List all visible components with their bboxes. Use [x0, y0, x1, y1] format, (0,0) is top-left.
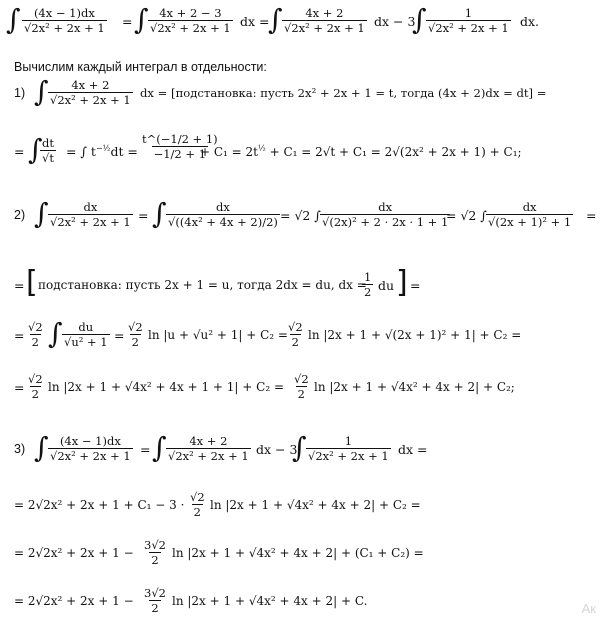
fraction-eq1: $\frac{4x + 2 - 3}{\text{√2x² + 2x + 1}}$ [150, 6, 231, 35]
integral-sign: ∫ [28, 133, 43, 166]
sqrt2-over-2: $\frac{√2}{2}$ [190, 490, 205, 519]
integral-sign: ∫ [268, 3, 283, 36]
part2-mid3: $\frac{dx}{\text{√(2x + 1)² + 1}}$ [488, 200, 572, 229]
part1-dt-frac: $\frac{dt}{√t}$ [42, 136, 54, 165]
part3-frac1: $\frac{(4x - 1)dx}{\text{√2x² + 2x + 1}}$ [50, 434, 131, 463]
fraction-eq3: $\frac{1}{\text{√2x² + 2x + 1}}$ [428, 6, 509, 35]
subst-half: $\frac{1}{2}$ [364, 270, 372, 299]
part1-fraction: $\frac{4x + 2}{\text{√2x² + 2x + 1}}$ [50, 78, 131, 107]
du-frac: $\frac{du}{\text{√u² + 1}}$ [64, 320, 108, 349]
part3-line1: 3) ∫ $\frac{(4x - 1)dx}{\text{√2x² + 2x + 1}}$ = ∫ $\frac{4x + 2}{\text{√2x² + 2x + 1}}$ dx − 3 ∫ $\frac{1}{\text{√2x² + 2x + 1}}$ dx = [14, 431, 428, 464]
integral-sign: ∫ [152, 197, 167, 230]
integral-sign: ∫ [152, 431, 167, 464]
sqrt2-over-2: $\frac{√2}{2}$ [294, 372, 309, 401]
fraction-eq2: $\frac{4x + 2}{\text{√2x² + 2x + 1}}$ [284, 6, 365, 35]
part3-line2: = 2√2x² + 2x + 1 + C₁ − 3 · $\frac{√2}{2}$ ln |2x + 1 + √4x² + 4x + 2| + C₂ = [14, 490, 421, 519]
part2-line1: 2) ∫ $\frac{dx}{\text{√2x² + 2x + 1}}$ = ∫ $\frac{dx}{\text{√((4x² + 4x + 2)/2)}}$ = √2 ∫ $\frac{dx}{\text{√(2x)² + 2 · 2x · 1 + 1}}$ = √2 ∫ $\frac{dx}{\text{√(2x + 1)² + 1}}$ = [14, 197, 597, 230]
part3-frac2: $\frac{4x + 2}{\text{√2x² + 2x + 1}}$ [168, 434, 249, 463]
part3-line3: = 2√2x² + 2x + 1 − $\frac{3√2}{2}$ ln |2x + 1 + √4x² + 4x + 2| + (C₁ + C₂) = [14, 538, 424, 567]
header-equation: ∫ $\frac{(4x - 1)dx}{\text{√2x² + 2x + 1}}$ = ∫ $\frac{4x + 2 - 3}{\text{√2x² + 2x + 1}}$ dx = ∫ $\frac{4x + 2}{\text{√2x² + 2x + 1}}$ dx − 3 ∫ $\frac{1}{\text{√2x² + 2x + 1}}$ dx. [6, 3, 540, 36]
three-sqrt2-over-2: $\frac{3√2}{2}$ [144, 538, 166, 567]
integral-sign: ∫ [6, 3, 21, 36]
integral-sign: ∫ [34, 75, 49, 108]
sqrt2-over-2: $\frac{√2}{2}$ [288, 320, 303, 349]
part1-power-frac: $\frac{t\^{}(-1/2 + 1)}{-1/2 + 1}$ [142, 132, 218, 161]
part2-fraction: $\frac{dx}{\text{√2x² + 2x + 1}}$ [50, 200, 131, 229]
watermark: Ак [581, 601, 596, 616]
integral-sign: ∫ [292, 431, 307, 464]
part2-mid2: $\frac{dx}{\text{√(2x)² + 2 · 2x · 1 + 1}}$ [322, 200, 449, 229]
sqrt2-over-2: $\frac{√2}{2}$ [28, 372, 43, 401]
part3-line4: = 2√2x² + 2x + 1 − $\frac{3√2}{2}$ ln |2x + 1 + √4x² + 4x + 2| + C. [14, 586, 368, 615]
part2-line4: = $\frac{√2}{2}$ ln |2x + 1 + √4x² + 4x + 1 + 1| + C₂ = $\frac{√2}{2}$ ln |2x + 1 + √4x² + 4x + 2| + C₂; [14, 372, 515, 401]
integral-sign: ∫ [34, 431, 49, 464]
left-bracket: [ [26, 265, 38, 300]
integral-sign: ∫ [34, 197, 49, 230]
intro-text: Вычислим каждый интеграл в отдельности: [14, 60, 267, 74]
part1-line2: = ∫ $\frac{dt}{√t}$ = ∫ $t^{-\frac{1}{2}}dt$ = $\frac{t\^{}(-1/2 + 1)}{-1/2 + 1}$ + $C_1 = 2t^{\frac{1}{2}} + C_1 = 2√t + C_1 = 2√(2x^2 + 2x + 1) + C_1$; [14, 132, 522, 166]
right-bracket: ] [396, 265, 408, 300]
fraction-lhs: $\frac{(4x - 1)dx}{\text{√2x² + 2x + 1}}$ [24, 6, 105, 35]
sqrt2-over-2: $\frac{√2}{2}$ [28, 320, 43, 349]
three-sqrt2-over-2: $\frac{3√2}{2}$ [144, 586, 166, 615]
integral-sign: ∫ [412, 3, 427, 36]
part2-line3: = $\frac{√2}{2}$ ∫ $\frac{du}{\text{√u² + 1}}$ = $\frac{√2}{2}$ ln |u + √u² + 1| + C₂ = $\frac{√2}{2}$ ln |2x + 1 + √(2x + 1)² + 1| + C₂ = [14, 317, 522, 350]
sqrt2-over-2: $\frac{√2}{2}$ [128, 320, 143, 349]
integral-sign: ∫ [48, 317, 63, 350]
part2-mid1: $\frac{dx}{\text{√((4x² + 4x + 2)/2)}}$ [168, 200, 278, 229]
part2-subst-line: = [ подстановка: пусть 2x + 1 = u, тогда 2dx = du, dx = $\frac{1}{2}$ du ] = [14, 265, 421, 300]
part1-line1: 1) ∫ $\frac{4x + 2}{\text{√2x² + 2x + 1}}$ dx = [подстановка: пусть 2x² + 2x + 1 = t, тогда (4x + 2)dx = dt] = [14, 75, 547, 108]
part3-frac3: $\frac{1}{\text{√2x² + 2x + 1}}$ [308, 434, 389, 463]
integral-sign: ∫ [134, 3, 149, 36]
